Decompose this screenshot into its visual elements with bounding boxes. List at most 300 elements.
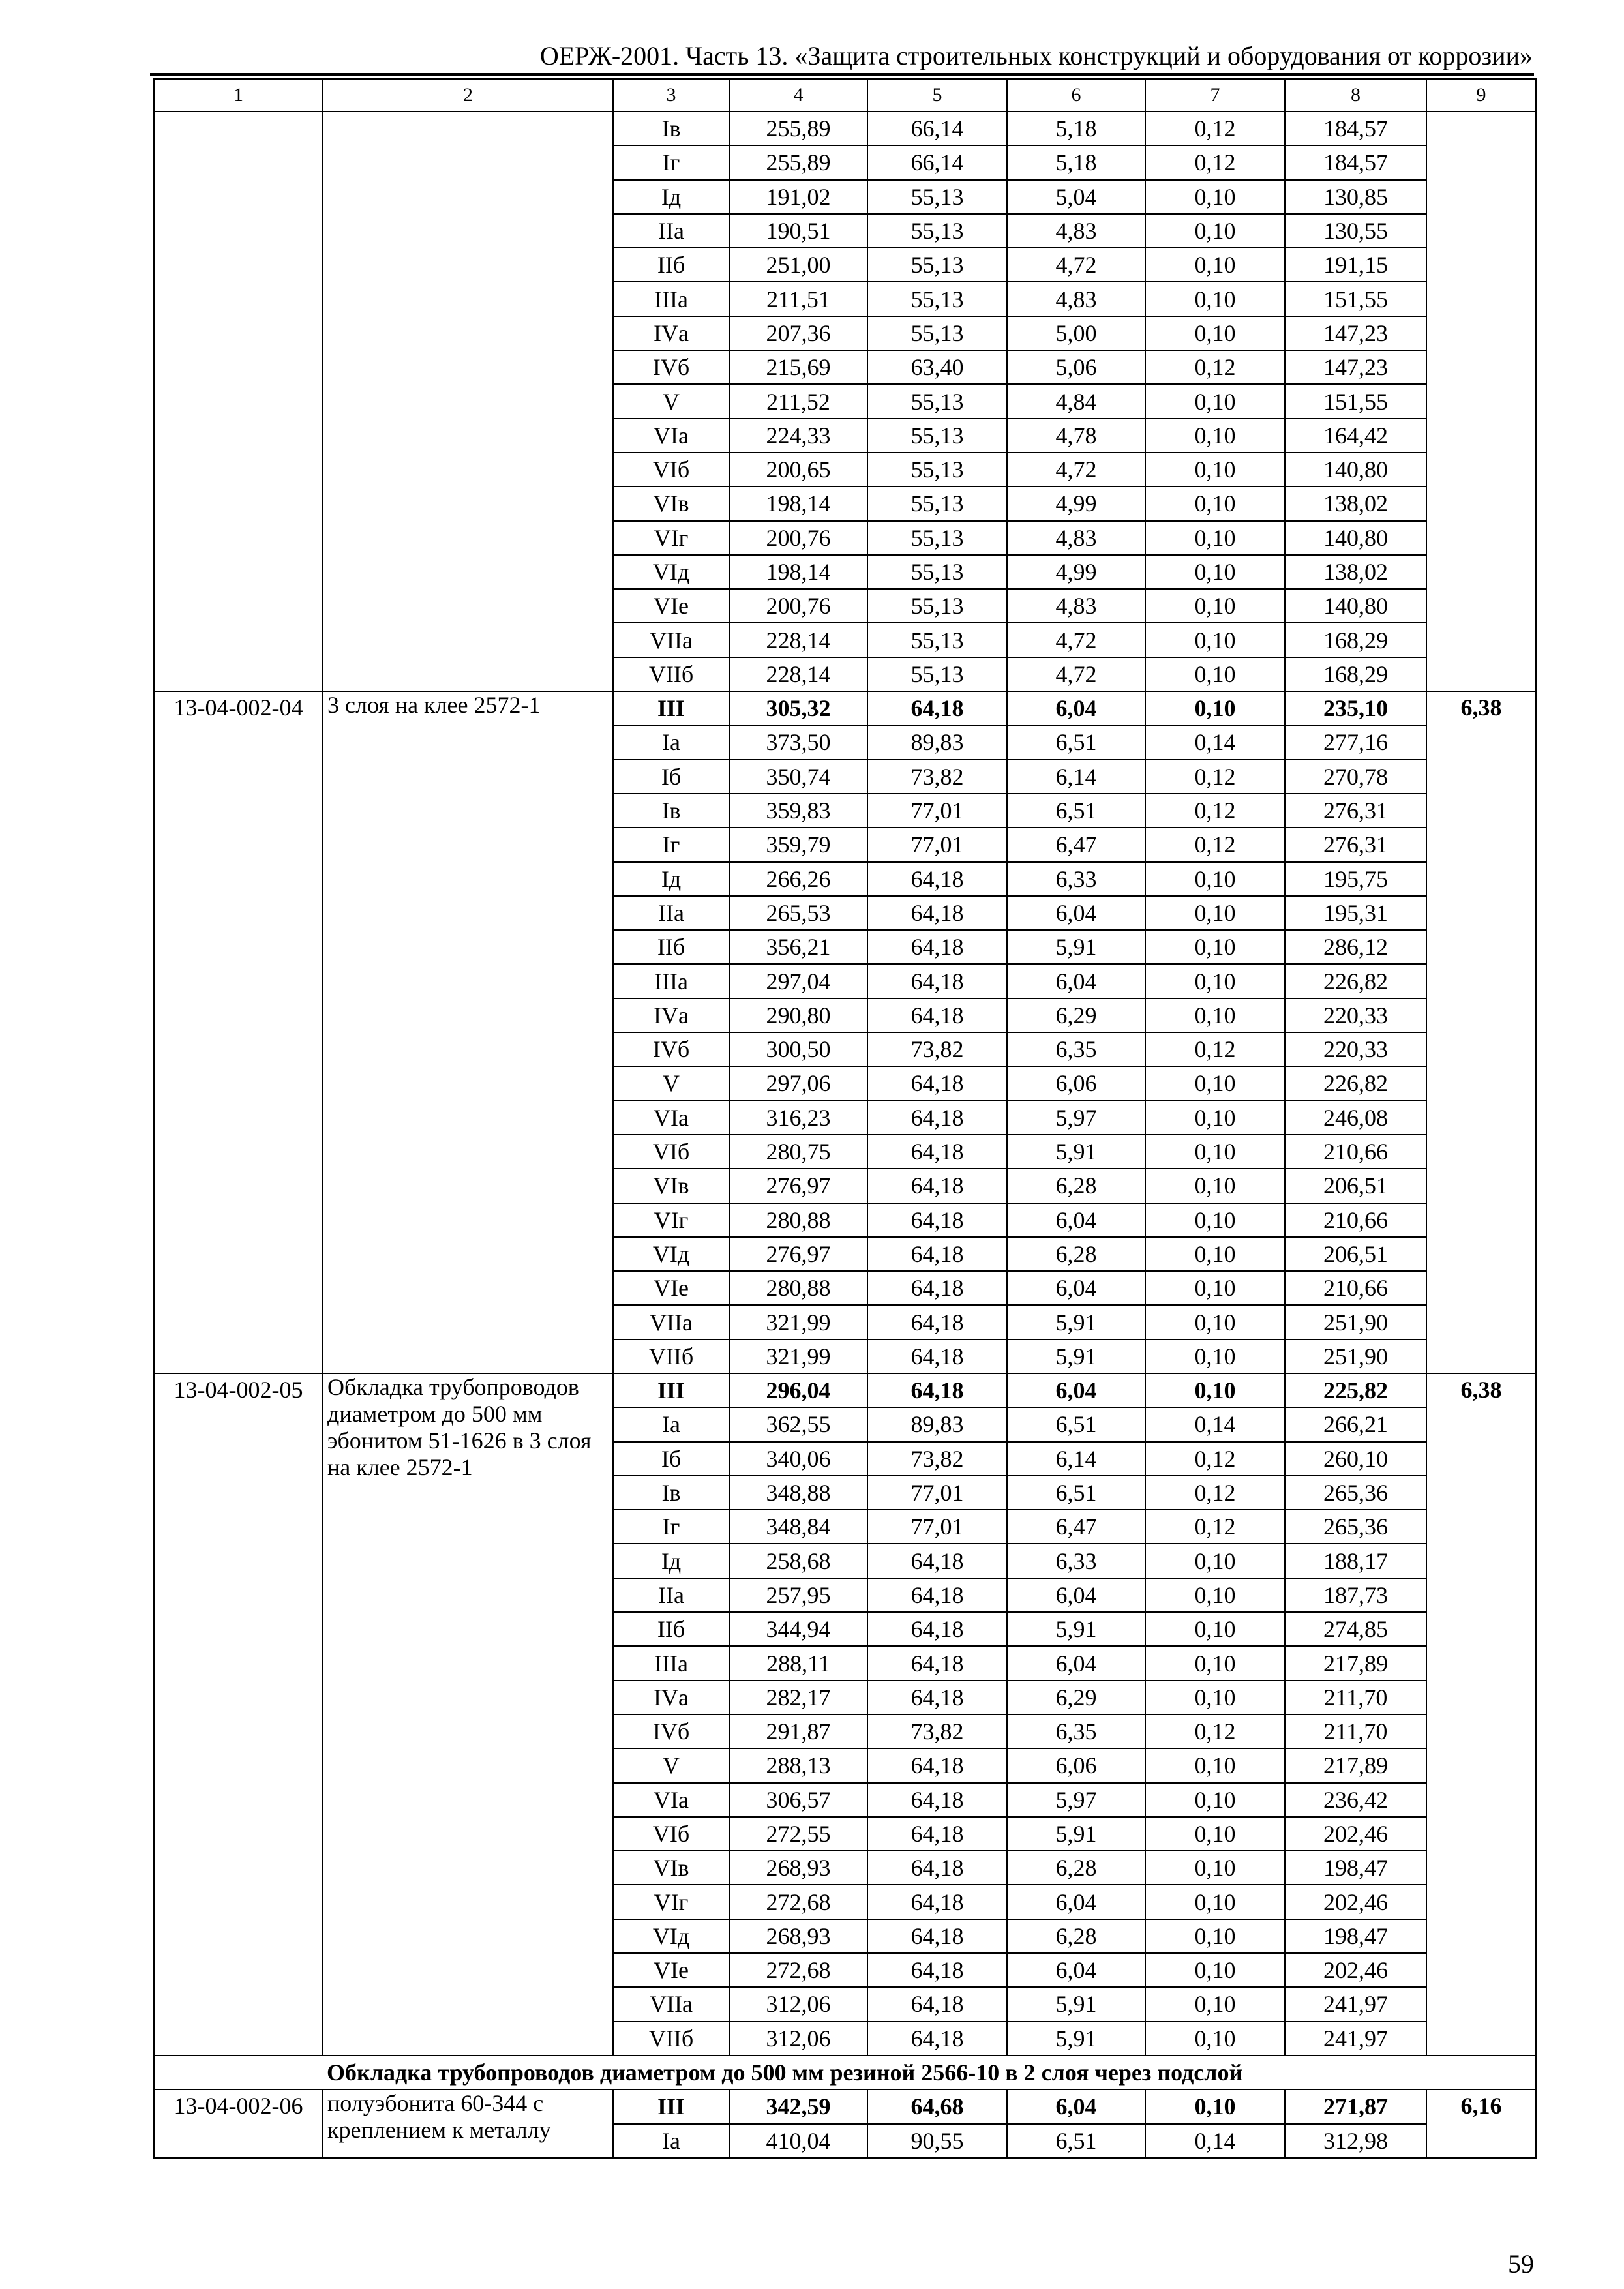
materials-cost-cell: 206,51	[1285, 1169, 1426, 1203]
operator-wages-cell: 0,12	[1145, 112, 1285, 145]
operator-wages-cell: 0,10	[1145, 896, 1285, 930]
zone-cell: Iд	[613, 180, 729, 214]
materials-cost-cell: 241,97	[1285, 1987, 1426, 2021]
zone-cell: Iа	[613, 2124, 729, 2158]
materials-cost-cell: 217,89	[1285, 1748, 1426, 1782]
materials-cost-cell: 225,82	[1285, 1373, 1426, 1407]
column-number: 9	[1426, 79, 1536, 112]
direct-cost-cell: 255,89	[729, 145, 867, 179]
direct-cost-cell: 211,51	[729, 282, 867, 316]
operator-wages-cell: 0,10	[1145, 1135, 1285, 1169]
wages-cell: 55,13	[867, 419, 1007, 453]
materials-cost-cell: 265,36	[1285, 1476, 1426, 1510]
machine-cost-cell: 6,29	[1007, 998, 1145, 1032]
operator-wages-cell: 0,10	[1145, 1544, 1285, 1578]
operator-wages-cell: 0,10	[1145, 453, 1285, 486]
wages-cell: 64,18	[867, 1817, 1007, 1851]
direct-cost-cell: 272,68	[729, 1885, 867, 1919]
materials-cost-cell: 187,73	[1285, 1578, 1426, 1612]
materials-cost-cell: 140,80	[1285, 589, 1426, 623]
direct-cost-cell: 280,75	[729, 1135, 867, 1169]
machine-cost-cell: 4,83	[1007, 282, 1145, 316]
zone-cell: VIг	[613, 521, 729, 555]
machine-cost-cell: 6,35	[1007, 1032, 1145, 1066]
machine-cost-cell: 5,97	[1007, 1101, 1145, 1135]
zone-cell: IIб	[613, 248, 729, 282]
zone-cell: Iг	[613, 145, 729, 179]
wages-cell: 55,13	[867, 555, 1007, 589]
direct-cost-cell: 316,23	[729, 1101, 867, 1135]
zone-cell: VIа	[613, 1101, 729, 1135]
operator-wages-cell: 0,10	[1145, 1101, 1285, 1135]
zone-cell: IIа	[613, 896, 729, 930]
operator-wages-cell: 0,10	[1145, 930, 1285, 964]
direct-cost-cell: 211,52	[729, 384, 867, 418]
wages-cell: 64,18	[867, 1851, 1007, 1885]
machine-cost-cell: 6,35	[1007, 1714, 1145, 1748]
section-heading-spacer	[154, 2056, 323, 2089]
machine-cost-cell: 6,04	[1007, 964, 1145, 998]
document-header: ОЕРЖ-2001. Часть 13. «Защита строительных конструкций и оборудования от коррозии»	[539, 41, 1533, 70]
zone-cell: VIIа	[613, 623, 729, 657]
operator-wages-cell: 0,10	[1145, 384, 1285, 418]
wages-cell: 64,18	[867, 930, 1007, 964]
materials-cost-cell: 168,29	[1285, 623, 1426, 657]
operator-wages-cell: 0,10	[1145, 316, 1285, 350]
wages-cell: 77,01	[867, 794, 1007, 828]
table-row	[154, 1373, 1536, 1407]
direct-cost-cell: 265,53	[729, 896, 867, 930]
materials-cost-cell: 265,36	[1285, 1510, 1426, 1544]
machine-cost-cell: 5,91	[1007, 930, 1145, 964]
zone-cell: VIIб	[613, 1339, 729, 1373]
machine-cost-cell: 6,47	[1007, 828, 1145, 861]
machine-cost-cell: 4,99	[1007, 555, 1145, 589]
machine-cost-cell: 6,04	[1007, 1271, 1145, 1305]
materials-cost-cell: 202,46	[1285, 1885, 1426, 1919]
wages-cell: 55,13	[867, 657, 1007, 691]
zone-cell: VIд	[613, 555, 729, 589]
direct-cost-cell: 321,99	[729, 1305, 867, 1339]
operator-wages-cell: 0,12	[1145, 1032, 1285, 1066]
rate-code-cell: 13-04-002-04	[154, 691, 323, 1373]
materials-cost-cell: 226,82	[1285, 964, 1426, 998]
wages-cell: 55,13	[867, 384, 1007, 418]
machine-cost-cell: 6,14	[1007, 1442, 1145, 1476]
direct-cost-cell: 348,84	[729, 1510, 867, 1544]
materials-cost-cell: 140,80	[1285, 453, 1426, 486]
machine-cost-cell: 5,91	[1007, 1612, 1145, 1646]
materials-cost-cell: 202,46	[1285, 1953, 1426, 1987]
zone-cell: Iд	[613, 1544, 729, 1578]
operator-wages-cell: 0,10	[1145, 1783, 1285, 1817]
materials-cost-cell: 138,02	[1285, 486, 1426, 520]
zone-cell: III	[613, 1373, 729, 1407]
zone-cell: Iа	[613, 725, 729, 759]
wages-cell: 55,13	[867, 453, 1007, 486]
wages-cell: 64,18	[867, 1646, 1007, 1680]
direct-cost-cell: 266,26	[729, 862, 867, 896]
wages-cell: 55,13	[867, 589, 1007, 623]
direct-cost-cell: 258,68	[729, 1544, 867, 1578]
table-row	[154, 112, 1536, 145]
wages-cell: 77,01	[867, 828, 1007, 861]
operator-wages-cell: 0,10	[1145, 1748, 1285, 1782]
labor-cost-cell: 6,16	[1426, 2089, 1536, 2158]
wages-cell: 64,18	[867, 1339, 1007, 1373]
materials-cost-cell: 276,31	[1285, 828, 1426, 861]
zone-cell: IVб	[613, 1714, 729, 1748]
materials-cost-cell: 271,87	[1285, 2089, 1426, 2123]
zone-cell: V	[613, 1066, 729, 1100]
materials-cost-cell: 164,42	[1285, 419, 1426, 453]
wages-cell: 64,18	[867, 1681, 1007, 1714]
direct-cost-cell: 291,87	[729, 1714, 867, 1748]
direct-cost-cell: 268,93	[729, 1851, 867, 1885]
operator-wages-cell: 0,10	[1145, 1851, 1285, 1885]
materials-cost-cell: 312,98	[1285, 2124, 1426, 2158]
direct-cost-cell: 200,76	[729, 521, 867, 555]
materials-cost-cell: 251,90	[1285, 1305, 1426, 1339]
materials-cost-cell: 140,80	[1285, 521, 1426, 555]
wages-cell: 55,13	[867, 486, 1007, 520]
wages-cell: 64,18	[867, 1578, 1007, 1612]
wages-cell: 73,82	[867, 1442, 1007, 1476]
wages-cell: 77,01	[867, 1510, 1007, 1544]
direct-cost-cell: 321,99	[729, 1339, 867, 1373]
direct-cost-cell: 224,33	[729, 419, 867, 453]
operator-wages-cell: 0,10	[1145, 1987, 1285, 2021]
column-number: 5	[867, 79, 1007, 112]
operator-wages-cell: 0,10	[1145, 1169, 1285, 1203]
direct-cost-cell: 362,55	[729, 1407, 867, 1441]
operator-wages-cell: 0,14	[1145, 2124, 1285, 2158]
operator-wages-cell: 0,10	[1145, 1203, 1285, 1237]
wages-cell: 63,40	[867, 350, 1007, 384]
machine-cost-cell: 6,06	[1007, 1066, 1145, 1100]
zone-cell: VIIа	[613, 1305, 729, 1339]
zone-cell: IIа	[613, 214, 729, 248]
machine-cost-cell: 5,91	[1007, 1305, 1145, 1339]
machine-cost-cell: 6,04	[1007, 896, 1145, 930]
direct-cost-cell: 342,59	[729, 2089, 867, 2123]
direct-cost-cell: 312,06	[729, 2022, 867, 2056]
materials-cost-cell: 130,55	[1285, 214, 1426, 248]
direct-cost-cell: 297,04	[729, 964, 867, 998]
column-number: 3	[613, 79, 729, 112]
table-row	[154, 691, 1536, 725]
materials-cost-cell: 195,31	[1285, 896, 1426, 930]
operator-wages-cell: 0,10	[1145, 521, 1285, 555]
direct-cost-cell: 306,57	[729, 1783, 867, 1817]
materials-cost-cell: 276,31	[1285, 794, 1426, 828]
materials-cost-cell: 151,55	[1285, 282, 1426, 316]
operator-wages-cell: 0,10	[1145, 1305, 1285, 1339]
operator-wages-cell: 0,12	[1145, 1476, 1285, 1510]
direct-cost-cell: 200,65	[729, 453, 867, 486]
direct-cost-cell: 198,14	[729, 555, 867, 589]
machine-cost-cell: 6,28	[1007, 1919, 1145, 1953]
machine-cost-cell: 6,04	[1007, 1646, 1145, 1680]
machine-cost-cell: 6,47	[1007, 1510, 1145, 1544]
zone-cell: IVб	[613, 350, 729, 384]
wages-cell: 64,18	[867, 1544, 1007, 1578]
machine-cost-cell: 6,04	[1007, 1885, 1145, 1919]
materials-cost-cell: 138,02	[1285, 555, 1426, 589]
materials-cost-cell: 246,08	[1285, 1101, 1426, 1135]
machine-cost-cell: 6,14	[1007, 760, 1145, 794]
operator-wages-cell: 0,12	[1145, 145, 1285, 179]
operator-wages-cell: 0,14	[1145, 725, 1285, 759]
machine-cost-cell: 5,91	[1007, 2022, 1145, 2056]
machine-cost-cell: 4,83	[1007, 214, 1145, 248]
zone-cell: Iг	[613, 1510, 729, 1544]
direct-cost-cell: 215,69	[729, 350, 867, 384]
machine-cost-cell: 4,84	[1007, 384, 1145, 418]
zone-cell: IIIа	[613, 282, 729, 316]
machine-cost-cell: 5,91	[1007, 1987, 1145, 2021]
operator-wages-cell: 0,10	[1145, 419, 1285, 453]
operator-wages-cell: 0,10	[1145, 1237, 1285, 1271]
direct-cost-cell: 312,06	[729, 1987, 867, 2021]
zone-cell: IIIа	[613, 964, 729, 998]
operator-wages-cell: 0,10	[1145, 998, 1285, 1032]
materials-cost-cell: 277,16	[1285, 725, 1426, 759]
materials-cost-cell: 191,15	[1285, 248, 1426, 282]
page-number: 59	[1508, 2249, 1534, 2279]
wages-cell: 77,01	[867, 1476, 1007, 1510]
materials-cost-cell: 211,70	[1285, 1681, 1426, 1714]
machine-cost-cell: 6,51	[1007, 794, 1145, 828]
zone-cell: Iв	[613, 1476, 729, 1510]
machine-cost-cell: 5,91	[1007, 1339, 1145, 1373]
wages-cell: 64,18	[867, 1237, 1007, 1271]
direct-cost-cell: 200,76	[729, 589, 867, 623]
section-heading-row	[154, 2056, 1536, 2089]
rate-code-cell: 13-04-002-05	[154, 1373, 323, 2056]
direct-cost-cell: 280,88	[729, 1271, 867, 1305]
machine-cost-cell: 6,51	[1007, 725, 1145, 759]
direct-cost-cell: 198,14	[729, 486, 867, 520]
machine-cost-cell: 6,04	[1007, 2089, 1145, 2123]
machine-cost-cell: 5,97	[1007, 1783, 1145, 1817]
wages-cell: 64,18	[867, 1135, 1007, 1169]
table-row	[154, 2089, 1536, 2123]
operator-wages-cell: 0,10	[1145, 248, 1285, 282]
wages-cell: 55,13	[867, 316, 1007, 350]
zone-cell: Iв	[613, 794, 729, 828]
direct-cost-cell: 207,36	[729, 316, 867, 350]
materials-cost-cell: 266,21	[1285, 1407, 1426, 1441]
operator-wages-cell: 0,12	[1145, 760, 1285, 794]
rate-code-cell: 13-04-002-06	[154, 2089, 323, 2158]
zone-cell: IVб	[613, 1032, 729, 1066]
machine-cost-cell: 6,33	[1007, 1544, 1145, 1578]
machine-cost-cell: 5,06	[1007, 350, 1145, 384]
wages-cell: 66,14	[867, 112, 1007, 145]
materials-cost-cell: 130,85	[1285, 180, 1426, 214]
machine-cost-cell: 6,28	[1007, 1237, 1145, 1271]
direct-cost-cell: 305,32	[729, 691, 867, 725]
direct-cost-cell: 340,06	[729, 1442, 867, 1476]
column-number: 1	[154, 79, 323, 112]
zone-cell: V	[613, 384, 729, 418]
direct-cost-cell: 373,50	[729, 725, 867, 759]
zone-cell: IIIа	[613, 1646, 729, 1680]
column-number: 4	[729, 79, 867, 112]
zone-cell: VIе	[613, 1271, 729, 1305]
work-description-cell: Обкладка трубопроводов диаметром до 500 мм эбонитом 51-1626 в 3 слоя на клее 2572-1	[323, 1373, 613, 2056]
zone-cell: IVа	[613, 998, 729, 1032]
machine-cost-cell: 4,72	[1007, 248, 1145, 282]
wages-cell: 64,18	[867, 1783, 1007, 1817]
operator-wages-cell: 0,10	[1145, 1373, 1285, 1407]
direct-cost-cell: 272,68	[729, 1953, 867, 1987]
column-number: 8	[1285, 79, 1426, 112]
zone-cell: IVа	[613, 1681, 729, 1714]
direct-cost-cell: 359,79	[729, 828, 867, 861]
direct-cost-cell: 280,88	[729, 1203, 867, 1237]
operator-wages-cell: 0,10	[1145, 282, 1285, 316]
zone-cell: VIа	[613, 419, 729, 453]
wages-cell: 64,18	[867, 1271, 1007, 1305]
machine-cost-cell: 4,72	[1007, 657, 1145, 691]
machine-cost-cell: 4,72	[1007, 453, 1145, 486]
operator-wages-cell: 0,10	[1145, 1919, 1285, 1953]
operator-wages-cell: 0,12	[1145, 1510, 1285, 1544]
direct-cost-cell: 190,51	[729, 214, 867, 248]
zone-cell: VIIб	[613, 2022, 729, 2056]
zone-cell: IIб	[613, 1612, 729, 1646]
wages-cell: 64,18	[867, 1612, 1007, 1646]
direct-cost-cell: 350,74	[729, 760, 867, 794]
machine-cost-cell: 6,04	[1007, 1203, 1145, 1237]
operator-wages-cell: 0,12	[1145, 1442, 1285, 1476]
machine-cost-cell: 6,04	[1007, 1578, 1145, 1612]
materials-cost-cell: 286,12	[1285, 930, 1426, 964]
operator-wages-cell: 0,10	[1145, 1885, 1285, 1919]
materials-cost-cell: 206,51	[1285, 1237, 1426, 1271]
materials-cost-cell: 274,85	[1285, 1612, 1426, 1646]
direct-cost-cell: 282,17	[729, 1681, 867, 1714]
operator-wages-cell: 0,10	[1145, 2022, 1285, 2056]
materials-cost-cell: 147,23	[1285, 350, 1426, 384]
machine-cost-cell: 6,29	[1007, 1681, 1145, 1714]
operator-wages-cell: 0,10	[1145, 1681, 1285, 1714]
wages-cell: 89,83	[867, 725, 1007, 759]
operator-wages-cell: 0,12	[1145, 794, 1285, 828]
materials-cost-cell: 202,46	[1285, 1817, 1426, 1851]
materials-cost-cell: 210,66	[1285, 1203, 1426, 1237]
materials-cost-cell: 236,42	[1285, 1783, 1426, 1817]
wages-cell: 55,13	[867, 623, 1007, 657]
operator-wages-cell: 0,10	[1145, 1817, 1285, 1851]
materials-cost-cell: 147,23	[1285, 316, 1426, 350]
direct-cost-cell: 228,14	[729, 623, 867, 657]
zone-cell: VIд	[613, 1237, 729, 1271]
operator-wages-cell: 0,10	[1145, 486, 1285, 520]
direct-cost-cell: 359,83	[729, 794, 867, 828]
zone-cell: VIIб	[613, 657, 729, 691]
operator-wages-cell: 0,10	[1145, 180, 1285, 214]
wages-cell: 64,18	[867, 1066, 1007, 1100]
column-number: 6	[1007, 79, 1145, 112]
operator-wages-cell: 0,12	[1145, 1714, 1285, 1748]
materials-cost-cell: 168,29	[1285, 657, 1426, 691]
wages-cell: 55,13	[867, 521, 1007, 555]
direct-cost-cell: 288,13	[729, 1748, 867, 1782]
zone-cell: VIе	[613, 1953, 729, 1987]
direct-cost-cell: 297,06	[729, 1066, 867, 1100]
wages-cell: 64,18	[867, 1885, 1007, 1919]
operator-wages-cell: 0,10	[1145, 623, 1285, 657]
machine-cost-cell: 4,83	[1007, 521, 1145, 555]
zone-cell: Iд	[613, 862, 729, 896]
wages-cell: 73,82	[867, 760, 1007, 794]
wages-cell: 73,82	[867, 1032, 1007, 1066]
work-description-cell: 3 слоя на клее 2572-1	[323, 691, 613, 1373]
wages-cell: 55,13	[867, 282, 1007, 316]
column-number-row	[154, 79, 1536, 112]
zone-cell: VIг	[613, 1885, 729, 1919]
zone-cell: Iв	[613, 112, 729, 145]
operator-wages-cell: 0,10	[1145, 657, 1285, 691]
direct-cost-cell: 191,02	[729, 180, 867, 214]
direct-cost-cell: 255,89	[729, 112, 867, 145]
materials-cost-cell: 211,70	[1285, 1714, 1426, 1748]
materials-cost-cell: 241,97	[1285, 2022, 1426, 2056]
machine-cost-cell: 6,28	[1007, 1169, 1145, 1203]
zone-cell: III	[613, 691, 729, 725]
machine-cost-cell: 6,04	[1007, 1373, 1145, 1407]
zone-cell: VIе	[613, 589, 729, 623]
wages-cell: 64,18	[867, 1373, 1007, 1407]
machine-cost-cell: 5,18	[1007, 145, 1145, 179]
machine-cost-cell: 4,99	[1007, 486, 1145, 520]
machine-cost-cell: 5,00	[1007, 316, 1145, 350]
operator-wages-cell: 0,10	[1145, 964, 1285, 998]
machine-cost-cell: 4,78	[1007, 419, 1145, 453]
zone-cell: VIг	[613, 1203, 729, 1237]
materials-cost-cell: 184,57	[1285, 112, 1426, 145]
direct-cost-cell: 296,04	[729, 1373, 867, 1407]
operator-wages-cell: 0,10	[1145, 862, 1285, 896]
wages-cell: 90,55	[867, 2124, 1007, 2158]
operator-wages-cell: 0,12	[1145, 828, 1285, 861]
column-number: 2	[323, 79, 613, 112]
work-description-cell: полуэбонита 60-344 с креплением к металлу	[323, 2089, 613, 2158]
zone-cell: IIб	[613, 930, 729, 964]
machine-cost-cell: 6,06	[1007, 1748, 1145, 1782]
zone-cell: VIб	[613, 1817, 729, 1851]
wages-cell: 64,18	[867, 1953, 1007, 1987]
wages-cell: 64,18	[867, 896, 1007, 930]
wages-cell: 55,13	[867, 180, 1007, 214]
zone-cell: VIд	[613, 1919, 729, 1953]
operator-wages-cell: 0,10	[1145, 691, 1285, 725]
wages-cell: 64,68	[867, 2089, 1007, 2123]
wages-cell: 64,18	[867, 862, 1007, 896]
machine-cost-cell: 5,04	[1007, 180, 1145, 214]
zone-cell: IIа	[613, 1578, 729, 1612]
zone-cell: VIб	[613, 453, 729, 486]
wages-cell: 64,18	[867, 691, 1007, 725]
section-heading: Обкладка трубопроводов диаметром до 500 мм резиной 2566-10 в 2 слоя через подслой	[323, 2056, 1536, 2089]
direct-cost-cell: 288,11	[729, 1646, 867, 1680]
materials-cost-cell: 184,57	[1285, 145, 1426, 179]
wages-cell: 64,18	[867, 964, 1007, 998]
materials-cost-cell: 198,47	[1285, 1851, 1426, 1885]
